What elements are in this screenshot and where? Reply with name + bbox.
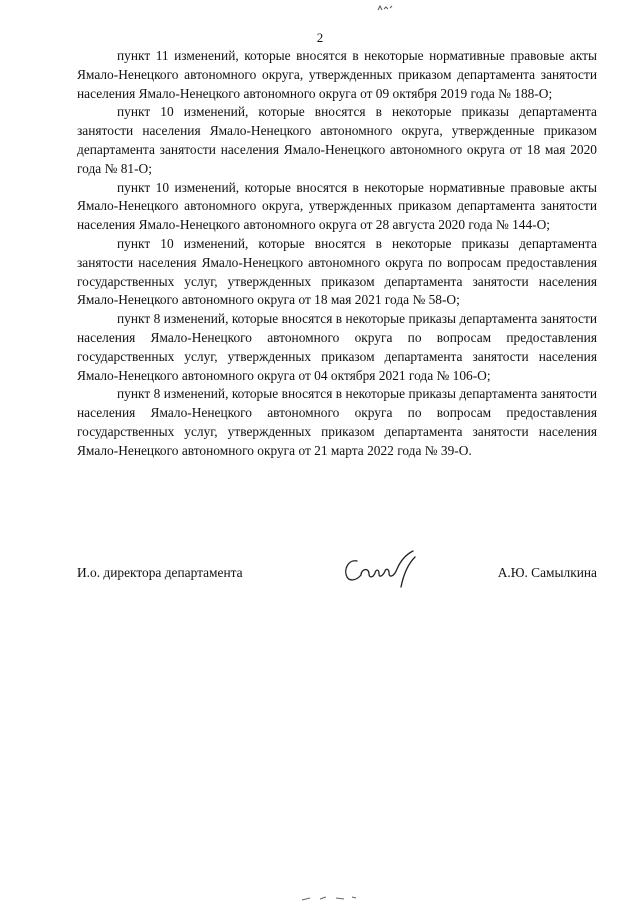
paragraph: пункт 8 изменений, которые вносятся в некоторые приказы департамента занятости населения Ямало-Ненецкого автономного округа по вопросам предоставления государственных услуг, утвержденных приказом департамента занятости населения Ямало-Ненецкого автономного округа от 04 октября 2021 года № 106-О;: [77, 311, 597, 383]
signatory-title: И.о. директора департамента: [77, 565, 243, 580]
paragraph: пункт 10 изменений, которые вносятся в некоторые нормативные правовые акты Ямало-Ненецкого автономного округа, утвержденных приказом департамента занятости населения Ямало-Ненецкого автономного округа от 28 августа 2020 года № 144-О;: [77, 179, 597, 233]
document-body: [77, 47, 597, 461]
scan-mark-top: [376, 4, 396, 12]
scan-mark-bottom: [300, 892, 360, 902]
paragraph: пункт 8 изменений, которые вносятся в некоторые приказы департамента занятости населения Ямало-Ненецкого автономного округа по вопросам предоставления государственных услуг, утвержденных приказом департамента занятости населения Ямало-Ненецкого автономного округа от 21 марта 2022 года № 39-О.: [77, 386, 597, 458]
handwritten-signature: [339, 547, 419, 593]
signatory-name: А.Ю. Самылкина: [497, 565, 597, 580]
signature-block: [77, 565, 597, 595]
paragraph: пункт 10 изменений, которые вносятся в некоторые приказы департамента занятости населения Ямало-Ненецкого автономного округа по вопросам предоставления государственных услуг, утвержденных приказом департамента занятости населения Ямало-Ненецкого автономного округа от 18 мая 2021 года № 58-О;: [77, 235, 597, 308]
page-number: 2: [316, 30, 324, 45]
paragraph: пункт 10 изменений, которые вносятся в некоторые приказы департамента занятости населения Ямало-Ненецкого автономного округа, утвержденные приказом департамента занятости населения Ямало-Ненецкого автономного округа от 18 мая 2020 года № 81-О;: [77, 104, 597, 176]
paragraph: пункт 11 изменений, которые вносятся в некоторые нормативные правовые акты Ямало-Ненецкого автономного округа, утвержденных приказом департамента занятости населения Ямало-Ненецкого автономного округа от 09 октября 2019 года № 188-О;: [77, 48, 597, 101]
